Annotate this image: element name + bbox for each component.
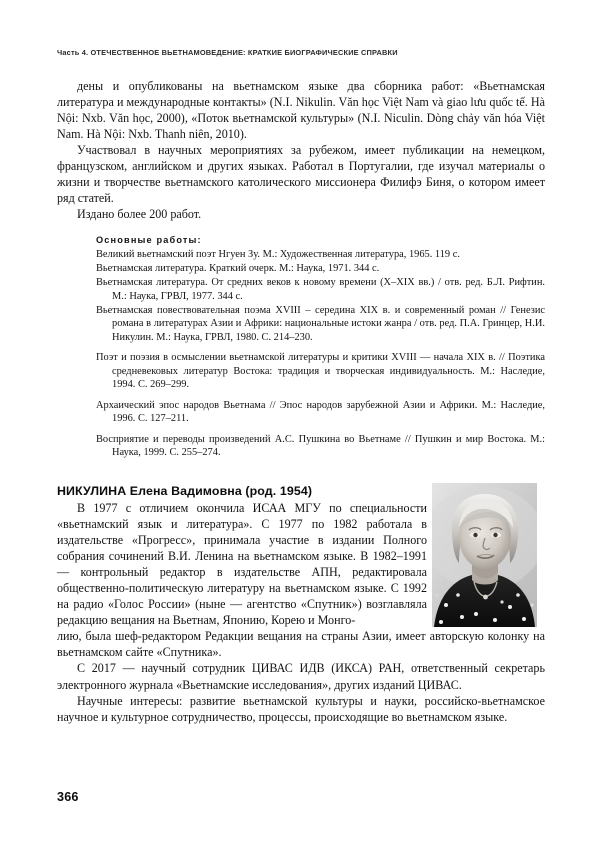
work-entry: Вьетнамская литература. Краткий очерк. М.: Наука, 1971. 344 с. bbox=[96, 263, 380, 275]
biography-heading: НИКУЛИНА Елена Вадимовна (род. 1954) bbox=[57, 484, 313, 498]
selected-works-title: Основные работы: bbox=[96, 235, 202, 246]
running-head: Часть 4. ОТЕЧЕСТВЕННОЕ ВЬЕТНАМОВЕДЕНИЕ: КРАТКИЕ БИОГРАФИЧЕСКИЕ СПРАВКИ bbox=[57, 48, 398, 57]
work-entry: Вьетнамская повествовательная поэма XVIII – середина XIX в. и современный роман // Генезис романа в литературах Азии и Африки: национальные истоки жанра / отв. ред. П.А. Гринцер, Н.И. Никулин. М.: Наука, ГРВЛ, 1980. С. 214–230. bbox=[96, 304, 545, 343]
biography-paragraph-1: В 1977 с отличием окончила ИСАА МГУ по специальности «вьетнамский язык и литература». С 1977 по 1982 работала в издательстве «Прогресс», принимала участие в издании Полного собрания сочинений В.И. Ленина на вьетнамском языке. В 1982–1991 — контрольный редактор в издательстве АПН, редактировала общественно-политическую литературу на вьетнамском языке. С 1992 на радио «Голос России» (ныне — агентство «Спутник») возглавляла редакцию вещания на Вьетнам, Японию, Корею и Монго- bbox=[57, 501, 427, 628]
main-text-column bbox=[57, 78, 545, 460]
body-paragraph-1: дены и опубликованы на вьетнамском языке два сборника работ: «Вьетнамская литература и международные контакты» (N.I. Nikulin. Văn học Việt Nam và giao lưu quốc tế. Hà Nội: Nxb. Văn học, 2000), «Поток вьетнамской культуры» (N.I. Niculin. Dòng chảy văn hóa Việt Nam. Hà Nội: Nxb. Thanh niên, 2010). bbox=[57, 79, 545, 142]
biography-paragraph-3: Научные интересы: развитие вьетнамской культуры и науки, российско-вьетнамское научное и культурное сотрудничество, процессы, происходящие во вьетнамском языке. bbox=[57, 693, 545, 724]
portrait-photo bbox=[432, 483, 537, 627]
selected-works-block bbox=[96, 235, 545, 460]
work-entry: Вьетнамская литература. От средних веков к новому времени (X–XIX вв.) / отв. ред. Б.Л. Рифтин. М.: Наука, ГРВЛ, 1977. 344 с. bbox=[96, 277, 545, 302]
biography-paragraph-2: С 2017 — научный сотрудник ЦИВАС ИДВ (ИКСА) РАН, ответственный секретарь электронного журнала «Вьетнамские исследования», других изданий ЦИВАС. bbox=[57, 661, 545, 692]
biography-text-wrapped bbox=[57, 500, 427, 628]
body-paragraph-2: Участвовал в научных мероприятиях за рубежом, имеет публикации на немецком, французском, английском и других языках. Работал в Португалии, где изучал материалы о жизни и творчестве вьетнамского католического миссионера Филифэ Биня, о котором имеет ряд статей. bbox=[57, 143, 545, 206]
work-entry: Восприятие и переводы произведений А.С. Пушкина во Вьетнаме // Пушкин и мир Востока. М.: Наука, 1999. С. 255–274. bbox=[96, 433, 545, 459]
work-entry: Великий вьетнамский поэт Нгуен Зу. М.: Художественная литература, 1965. 119 с. bbox=[96, 249, 460, 261]
work-entry: Архаический эпос народов Вьетнама // Эпос народов зарубежной Азии и Африки. М.: Наследие, 1996. С. 127–211. bbox=[96, 399, 545, 425]
page-number: 366 bbox=[57, 790, 79, 804]
body-paragraph-3: Издано более 200 работ. bbox=[77, 207, 202, 222]
biography-paragraph-1-tail: лию, была шеф-редактором Редакции вещания на страны Азии, имеет авторскую колонку на вьетнамском сайте «Спутника». bbox=[57, 629, 545, 660]
work-entry: Поэт и поэзия в осмыслении вьетнамской литературы и критики XVIII — начала XIX в. // Поэтика средневековых литератур Востока: традиция и творческая индивидуальность. М.: Наследие, 1994. С. 269–299. bbox=[96, 352, 545, 391]
